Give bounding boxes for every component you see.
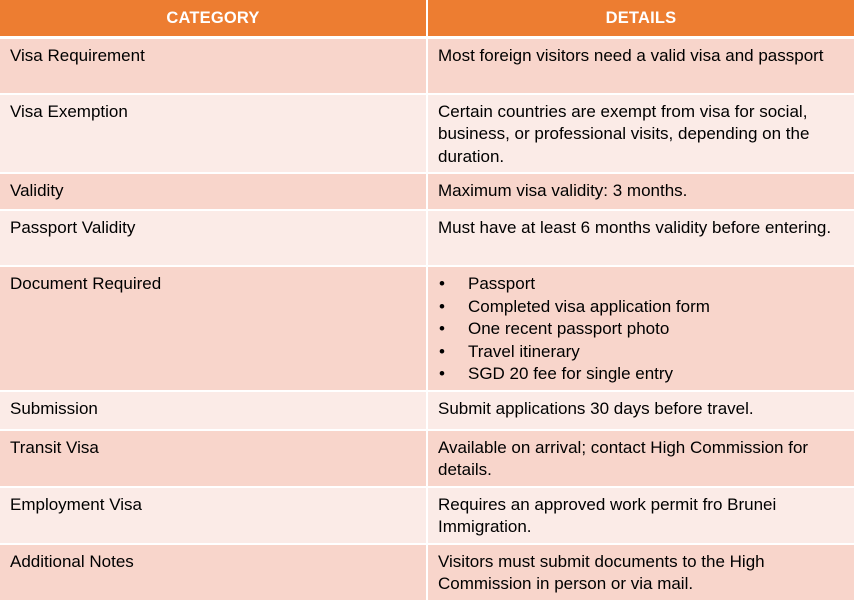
document-list (438, 273, 848, 386)
category-cell: Visa Requirement (0, 38, 427, 94)
details-cell: Maximum visa validity: 3 months. (427, 173, 854, 210)
category-cell: Visa Exemption (0, 94, 427, 174)
category-cell: Submission (0, 391, 427, 430)
details-cell: Available on arrival; contact High Commission for details. (427, 430, 854, 487)
table-row (0, 544, 854, 601)
bullet-icon: • (439, 296, 445, 316)
details-cell (427, 266, 854, 391)
category-cell: Validity (0, 173, 427, 210)
bullet-icon: • (439, 341, 445, 361)
bullet-icon: • (439, 364, 445, 383)
table-row (0, 173, 854, 210)
category-cell: Document Required (0, 266, 427, 391)
list-item: • SGD 20 fee for single entry (438, 363, 848, 386)
category-cell: Transit Visa (0, 430, 427, 487)
category-cell: Passport Validity (0, 210, 427, 266)
details-cell: Most foreign visitors need a valid visa and passport (427, 38, 854, 94)
table-row (0, 266, 854, 391)
table-row (0, 38, 854, 94)
category-cell: Employment Visa (0, 487, 427, 544)
details-cell: Must have at least 6 months validity before entering. (427, 210, 854, 266)
table-row (0, 210, 854, 266)
bullet-icon: • (439, 274, 445, 293)
list-item: • Travel itinerary (438, 341, 848, 364)
category-cell: Additional Notes (0, 544, 427, 601)
details-cell: Requires an approved work permit fro Brunei Immigration. (427, 487, 854, 544)
header-details: DETAILS (427, 0, 854, 38)
table-row (0, 94, 854, 174)
details-cell: Certain countries are exempt from visa for social, business, or professional visits, depending on the duration. (427, 94, 854, 174)
table-row (0, 391, 854, 430)
details-cell: Submit applications 30 days before travel. (427, 391, 854, 430)
list-item: • Completed visa application form (438, 296, 848, 319)
list-item: • Passport (438, 273, 848, 296)
header-category: CATEGORY (0, 0, 427, 38)
table-row (0, 430, 854, 487)
bullet-icon: • (439, 319, 445, 338)
table-header-row (0, 0, 854, 38)
table-row (0, 487, 854, 544)
list-item: • One recent passport photo (438, 318, 848, 341)
details-cell: Visitors must submit documents to the High Commission in person or via mail. (427, 544, 854, 601)
